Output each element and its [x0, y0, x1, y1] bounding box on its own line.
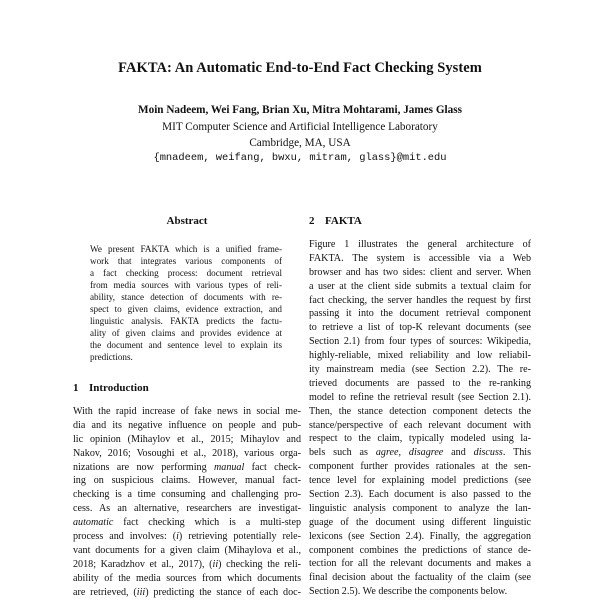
text-line: [309, 405, 531, 419]
text-line: [309, 266, 531, 280]
text-segment: 2018; Karadzhov et al., 2017), (: [73, 558, 213, 570]
italic-term: ii: [212, 558, 219, 570]
abstract-line: the document and sentence level to explain its: [90, 340, 282, 350]
abstract-line: a fact checking process: document retrieval: [90, 268, 282, 278]
text-segment: lexicons (see Section 2.4). Finally, the aggregation: [309, 530, 531, 542]
paper-title: FAKTA: An Automatic End-to-End Fact Checking System: [118, 60, 482, 76]
text-line: [73, 419, 301, 433]
abstract-line: linguistic analysis. FAKTA predicts the factu-: [90, 316, 282, 326]
text-segment: ability of the media sources from which documents: [73, 572, 301, 584]
text-segment: highly-reliable, mixed reliability and low reliabil-: [309, 350, 531, 362]
text-line: [309, 557, 531, 571]
text-segment: ) checking the reli-: [218, 558, 301, 570]
text-segment: With the rapid increase of fake news in social me-: [73, 406, 301, 417]
text-segment: vant documents for a given claim (Mihaylova et al.,: [73, 544, 301, 556]
abstract-line: spect to given claims, evidence extraction, and: [90, 304, 282, 314]
text-line: [73, 405, 301, 419]
section-title: FAKTA: [325, 215, 362, 227]
text-line: [309, 280, 531, 294]
text-line: [309, 238, 531, 252]
text-segment: ity mainstream media (see Section 2.2). The re-: [309, 364, 531, 376]
email-list: {mnadeem, weifang, bwxu, mitram, glass}@mit.edu: [153, 152, 447, 164]
text-line: [309, 419, 531, 433]
text-segment: final decision about the factuality of the claim (see: [309, 572, 531, 584]
text-line: [73, 433, 301, 447]
section-heading-fakta: [309, 215, 362, 227]
text-segment: respect to the claim, typically modeled using la-: [309, 433, 531, 445]
abstract-line: predictions.: [90, 352, 133, 362]
text-line: [309, 585, 531, 599]
text-line: [73, 502, 301, 516]
text-line: [309, 516, 531, 530]
text-segment: process and involves: (: [73, 531, 177, 543]
text-line: [73, 544, 301, 558]
section-heading-introduction: [73, 382, 149, 394]
abstract-line: ality of given claims and provides evidence at: [90, 328, 282, 338]
italic-term: disagree: [408, 447, 444, 459]
text-segment: Nakov, 2016; Vosoughi et al., 2018), various orga-: [73, 447, 301, 459]
text-line: [73, 488, 301, 502]
text-segment: ,: [398, 447, 409, 459]
text-segment: fact check-: [244, 461, 301, 473]
text-line: [309, 474, 531, 488]
fakta-section-body: [309, 238, 531, 599]
text-line: [309, 432, 531, 446]
text-line: [309, 530, 531, 544]
text-segment: ing on suspicious claims. However, manual fact-: [73, 475, 301, 487]
text-segment: . This: [502, 447, 531, 459]
text-segment: component further provides rationales at the sen-: [309, 461, 531, 473]
text-segment: Section 2.5). We describe the components below.: [309, 586, 508, 598]
abstract-line: work that integrates various components of: [90, 256, 282, 266]
abstract-line: ability, stance detection of documents with re-: [90, 292, 282, 302]
text-line: [309, 502, 531, 516]
text-line: [309, 460, 531, 474]
text-line: [309, 391, 531, 405]
abstract-body: [90, 243, 282, 363]
text-segment: bels such as: [309, 447, 376, 459]
section-number: 2: [309, 215, 315, 227]
address: Cambridge, MA, USA: [249, 137, 351, 149]
section-title: Introduction: [89, 382, 149, 394]
text-line: [73, 572, 301, 586]
text-line: [309, 335, 531, 349]
abstract-heading: Abstract: [166, 215, 208, 227]
text-line: [309, 321, 531, 335]
italic-term: manual: [213, 461, 245, 473]
text-line: [309, 377, 531, 391]
text-line: [309, 488, 531, 502]
text-segment: tection for all the relevant documents and makes a: [309, 558, 531, 570]
text-segment: cess. As an alternative, researchers are investigat-: [73, 503, 301, 515]
text-segment: and: [443, 447, 474, 459]
text-line: [73, 586, 301, 600]
text-line: [73, 447, 301, 461]
text-segment: Section 2.3). Each document is also passed to the: [309, 489, 531, 501]
text-segment: guage of the document using different linguistic: [309, 516, 531, 528]
text-segment: component combines the predictions of stance de-: [309, 544, 531, 556]
text-segment: trieved documents are passed to the re-ranking: [309, 377, 531, 389]
text-line: [309, 544, 531, 558]
text-segment: tence level for explaining model predictions (see: [309, 475, 531, 487]
text-segment: checking is a time consuming and challenging pro-: [73, 489, 301, 501]
text-line: [73, 516, 301, 530]
italic-term: agree: [375, 447, 399, 459]
abstract-line: We present FAKTA which is a unified frame-: [90, 244, 282, 254]
text-segment: lic opinion (Mihaylov et al., 2015; Mihaylov and: [73, 433, 301, 445]
text-line: [309, 307, 531, 321]
text-line: [309, 294, 531, 308]
text-line: [309, 349, 531, 363]
text-segment: fact checking, the server handles the request by first: [309, 294, 531, 306]
text-segment: fact checking which is a multi-step: [113, 517, 301, 529]
italic-term: automatic: [73, 517, 114, 529]
text-segment: Section 2.1) from four types of sources: Wikipedia,: [309, 336, 531, 348]
text-segment: passing it into the document retrieval component: [309, 308, 531, 320]
abstract-line: from media sources with various types of reli-: [90, 280, 282, 290]
text-line: [309, 252, 531, 266]
text-segment: ) retrieving potentially rele-: [178, 531, 301, 543]
italic-term: i: [176, 531, 179, 543]
text-segment: nizations are now performing: [73, 461, 214, 473]
text-segment: to retrieve a list of top-K relevant documents (see: [309, 322, 531, 334]
text-line: [73, 474, 301, 488]
author-list: Moin Nadeem, Wei Fang, Brian Xu, Mitra Mohtarami, James Glass: [138, 104, 462, 116]
text-segment: a user at the client side submits a textual claim for: [309, 280, 531, 292]
text-segment: stance/perspective of each relevant document with: [309, 419, 531, 431]
text-segment: Then, the stance detection component detects the: [309, 405, 531, 417]
text-line: [73, 461, 301, 475]
italic-term: discuss: [473, 447, 503, 459]
text-segment: model to refine the retrieval result (see Section 2.1).: [309, 391, 531, 403]
text-segment: are retrieved, (: [73, 586, 137, 598]
text-segment: ) predicting the stance of each doc-: [145, 586, 301, 598]
text-segment: browser and has two sides: client and server. When: [309, 266, 531, 278]
text-line: [73, 530, 301, 544]
text-line: [73, 558, 301, 572]
text-segment: linguistic analysis component to analyze the lan-: [309, 502, 531, 514]
text-segment: FAKTA. The system is accessible via a Web: [309, 252, 531, 264]
italic-term: iii: [136, 586, 146, 598]
text-segment: Figure 1 illustrates the general architecture of: [309, 239, 531, 250]
text-line: [309, 571, 531, 585]
text-segment: dia and its negative influence on people and pub-: [73, 419, 301, 431]
text-line: [309, 363, 531, 377]
text-line: [309, 446, 531, 460]
affiliation: MIT Computer Science and Artificial Intelligence Laboratory: [162, 121, 438, 133]
introduction-body: [73, 405, 301, 599]
section-number: 1: [73, 382, 79, 394]
